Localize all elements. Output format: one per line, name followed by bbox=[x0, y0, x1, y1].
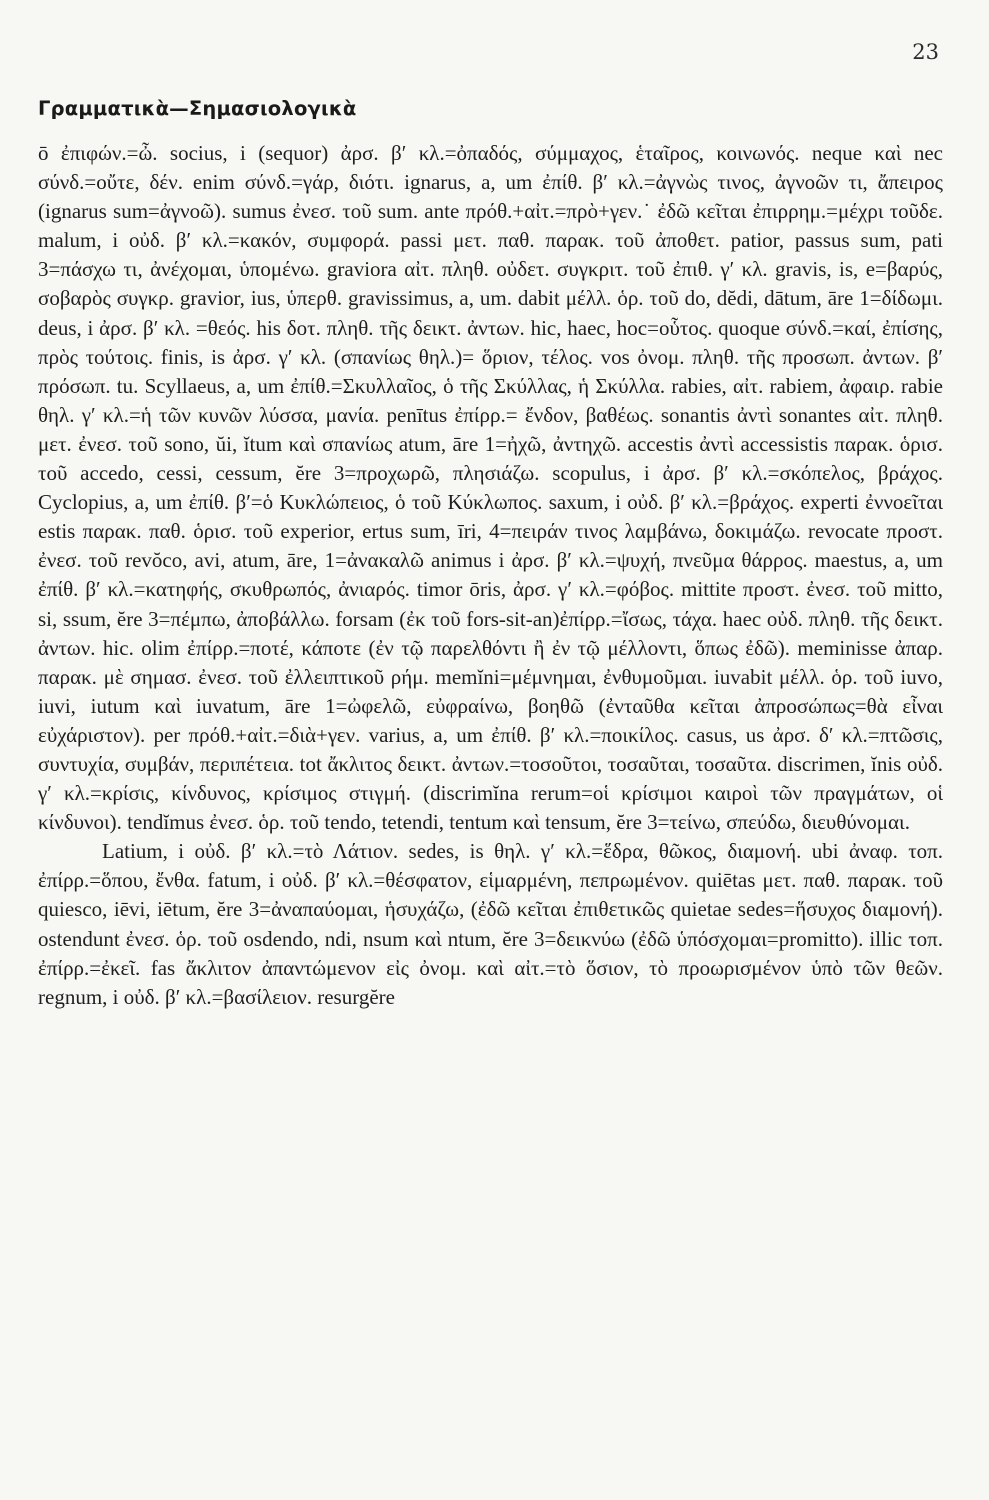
section-heading: Γραμματικὰ—Σημασιολογικὰ bbox=[38, 97, 357, 120]
page-number: 23 bbox=[912, 40, 939, 64]
glossary-paragraph-1: ō ἐπιφών.=ὦ. socius, i (sequor) ἀρσ. β′ κλ.=ὀπαδός, σύμμαχος, ἑταῖρος, κοινωνός. neque καὶ nec σύνδ.=οὔτε, δέν. enim σύνδ.=γάρ, διότι. ignarus, a, um ἐπίθ. β′ κλ.=ἀγνὼς τινος, ἀγνοῶν τι, ἄπειρος (ignarus sum=ἀγνοῶ). sumus ἐνεσ. τοῦ sum. ante πρόθ.+αἰτ.=πρὸ+γεν.˙ ἐδῶ κεῖται ἐπιρρημ.=μέχρι τοῦδε. malum, i οὐδ. β′ κλ.=κακόν, συμφορά. passi μετ. παθ. παρακ. τοῦ ἀποθετ. patior, passus sum, pati 3=πάσχω τι, ἀνέχομαι, ὑπομένω. graviora αἰτ. πληθ. οὐδετ. συγκριτ. τοῦ ἐπιθ. γ′ κλ. gravis, is, e=βαρύς, σοβαρὸς συγκρ. gravior, ius, ὑπερθ. gravissimus, a, um. dabit μέλλ. ὁρ. τοῦ do, dĕdi, dātum, āre 1=δίδωμι. deus, i ἀρσ. β′ κλ. =θεός. his δοτ. πληθ. τῆς δεικτ. ἀντων. hic, haec, hoc=οὗτος. quoque σύνδ.=καί, ἐπίσης, πρὸς τούτοις. finis, is ἀρσ. γ′ κλ. (σπανίως θηλ.)= ὅριον, τέλος. vos ὀνομ. πληθ. τῆς προσωπ. ἀντων. β′ πρόσωπ. tu. Scyllaeus, a, um ἐπίθ.=Σκυλλαῖος, ὁ τῆς Σκύλλας, ἡ Σκύλλα. rabies, αἰτ. rabiem, ἀφαιρ. rabie θηλ. γ′ κλ.=ἡ τῶν κυνῶν λύσσα, μανία. penītus ἐπίρρ.= ἔνδον, βαθέως. sonantis ἀντὶ sonantes αἰτ. πληθ. μετ. ἐνεσ. τοῦ sono, ŭi, ĭtum καὶ σπανίως atum, āre 1=ἠχῶ, ἀντηχῶ. accestis ἀντὶ accessistis παρακ. ὁρισ. τοῦ accedo, cessi, cessum, ĕre 3=προχωρῶ, πλησιάζω. scopulus, i ἀρσ. β′ κλ.=σκόπελος, βράχος. Cyclopius, a, um ἐπίθ. β′=ὁ Κυκλώπειος, ὁ τοῦ Κύκλωπος. saxum, i οὐδ. β′ κλ.=βράχος. experti ἐννοεῖται estis παρακ. παθ. ὁρισ. τοῦ experior, ertus sum, īri, 4=πειράν τινος λαμβάνω, δοκιμάζω. revocate προστ. ἐνεσ. τοῦ revŏco, avi, atum, āre, 1=ἀνακαλῶ animus i ἀρσ. β′ κλ.=ψυχή, πνεῦμα θάρρος. maestus, a, um ἐπίθ. β′ κλ.=κατηφής, σκυθρωπός, ἀνιαρός. timor ōris, ἀρσ. γ′ κλ.=φόβος. mittite προστ. ἐνεσ. τοῦ mitto, si, ssum, ĕre 3=πέμπω, ἀποβάλλω. forsam (ἐκ τοῦ fors-sit-an)ἐπίρρ.=ἴσως, τάχα. haec οὐδ. πληθ. τῆς δεικτ. ἀντων. hic. olim ἐπίρρ.=ποτέ, κάποτε (ἐν τῷ παρελθόντι ἢ ἐν τῷ μέλλοντι, ὅπως ἐδῶ). meminisse ἀπαρ. παρακ. μὲ σημασ. ἐνεσ. τοῦ ἐλλειπτικοῦ ρήμ. memĭni=μέμνημαι, ἐνθυμοῦμαι. iuvabit μέλλ. ὁρ. τοῦ iuvo, iuvi, iutum καὶ iuvatum, āre 1=ὠφελῶ, εὐφραίνω, βοηθῶ (ἐνταῦθα κεῖται ἀπροσώπως=θὰ εἶναι εὐχάριστον). per πρόθ.+αἰτ.=διὰ+γεν. varius, a, um ἐπίθ. β′ κλ.=ποικίλος. casus, us ἀρσ. δ′ κλ.=πτῶσις, συντυχία, συμβάν, περιπέτεια. tot ἄκλιτος δεικτ. ἀντων.=τοσοῦτοι, τοσαῦται, τοσαῦτα. discrimen, ĭnis οὐδ. γ′ κλ.=κρίσις, κίνδυνος, κρίσιμος στιγμή. (discrimĭna rerum=οἱ κρίσιμοι καιροὶ τῶν πραγμάτων, οἱ κίνδυνοι). tendĭmus ἐνεσ. ὁρ. τοῦ tendo, tetendi, tentum καὶ tensum, ĕre 3=τείνω, σπεύδω, διευθύνομαι. bbox=[38, 141, 943, 835]
glossary-paragraph-2: Latium, i οὐδ. β′ κλ.=τὸ Λάτιον. sedes, is θηλ. γ′ κλ.=ἕδρα, θῶκος, διαμονή. ubi ἀναφ. τοπ. ἐπίρρ.=ὅπου, ἔνθα. fatum, i οὐδ. β′ κλ.=θέσφατον, εἱμαρμένη, πεπρωμένον. quiētas μετ. παθ. παρακ. τοῦ quiesco, iēvi, iētum, ĕre 3=ἀναπαύομαι, ἡσυχάζω, (ἐδῶ κεῖται ἐπιθετικῶς quietae sedes=ἥσυχος διαμονή). ostendunt ἐνεσ. ὁρ. τοῦ osdendo, ndi, nsum καὶ ntum, ĕre 3=δεικνύω (ἐδῶ ὑπόσχομαι=promitto). illic τοπ. ἐπίρρ.=ἐκεῖ. fas ἄκλιτον ἀπαντώμενον εἰς ὀνομ. καὶ αἰτ.=τὸ ὅσιον, τὸ προωρισμένον ὑπὸ τῶν θεῶν. regnum, i οὐδ. β′ κλ.=βασίλειον. resurgĕre bbox=[38, 839, 943, 1009]
glossary-body bbox=[38, 139, 943, 1012]
